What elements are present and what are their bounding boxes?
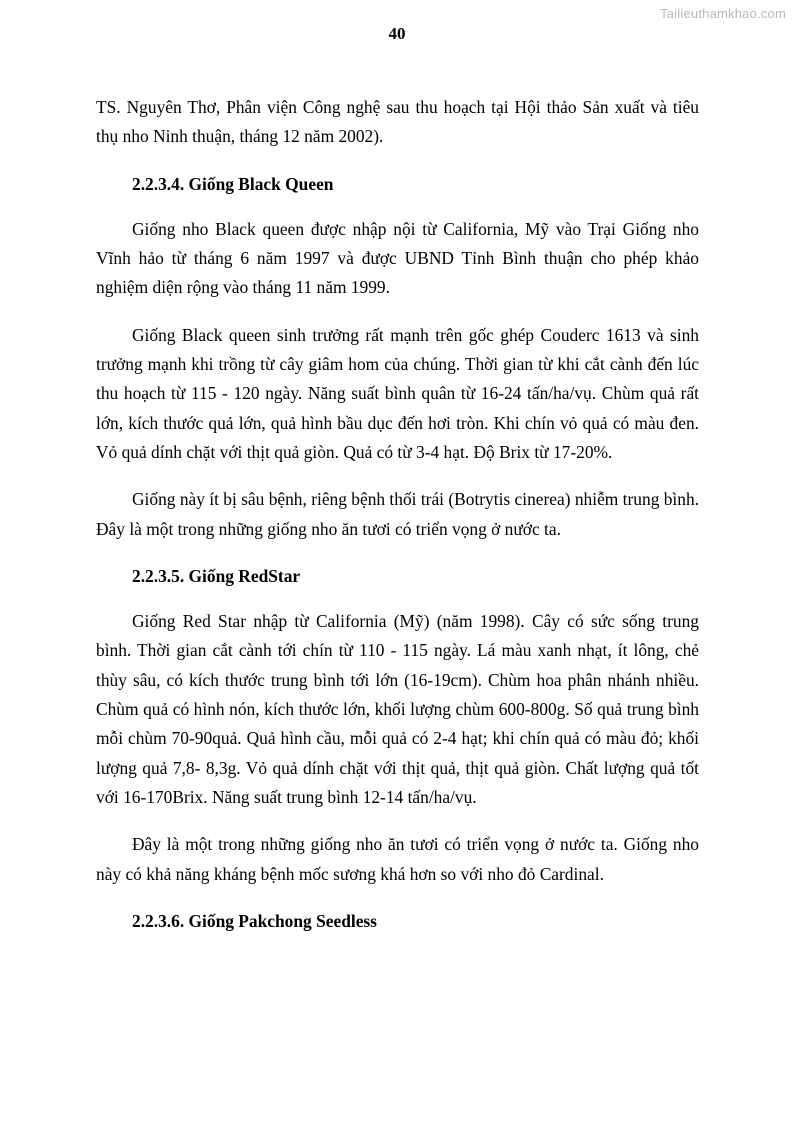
section-heading-pakchong: 2.2.3.6. Giống Pakchong Seedless [132,910,377,931]
paragraph-redstar-description: Giống Red Star nhập từ California (Mỹ) (năm 1998). Cây có sức sống trung bình. Thời gian cắt cành tới chín từ 110 - 115 ngày. Lá màu xanh nhạt, ít lông, chẻ thùy sâu, có kích thước trung bình tới lớn (16-19cm). Chùm hoa phân nhánh nhiều. Chùm quả có hình nón, kích thước lớn, khối lượng chùm 600-800g. Số quả trung bình mỗi chùm 70-90quả. Quả hình cầu, mỗi quả có 2-4 hạt; khi chín quả có màu đỏ; khối lượng quả 7,8- 8,3g. Vỏ quả dính chặt với thịt quả, thịt quả giòn. Chất lượng quả tốt với 16-170Brix. Năng suất trung bình 12-14 tấn/ha/vụ. [96,611,699,807]
document-body [96,93,699,952]
paragraph-black-queen-growth: Giống Black queen sinh trưởng rất mạnh trên gốc ghép Couderc 1613 và sinh trưởng mạnh khi trồng từ cây giâm hom của chúng. Thời gian từ khi cắt cành đến lúc thu hoạch từ 115 - 120 ngày. Năng suất bình quân từ 16-24 tấn/ha/vụ. Chùm quả rất lớn, kích thước quả lớn, quả hình bầu dục đến hơi tròn. Khi chín vỏ quả có màu đen. Vỏ quả dính chặt với thịt quả giòn. Quả có từ 3-4 hạt. Độ Brix từ 17-20%. [96,324,699,462]
section-heading-black-queen: 2.2.3.4. Giống Black Queen [132,173,334,194]
watermark-text: Tailieuthamkhao.com [660,6,786,21]
paragraph-black-queen-origin: Giống nho Black queen được nhập nội từ California, Mỹ vào Trại Giống nho Vĩnh hảo từ tháng 6 năm 1997 và được UBND Tỉnh Bình thuận cho phép khảo nghiệm diện rộng vào tháng 11 năm 1999. [96,218,699,298]
paragraph-black-queen-disease: Giống này ít bị sâu bệnh, riêng bệnh thối trái (Botrytis cinerea) nhiễm trung bình. Đây là một trong những giống nho ăn tươi có triển vọng ở nước ta. [96,489,700,539]
page-number: 40 [388,24,406,43]
paragraph-redstar-prospects: Đây là một trong những giống nho ăn tươi có triển vọng ở nước ta. Giống nho này có khả năng kháng bệnh mốc sương khá hơn so với nho đỏ Cardinal. [96,834,699,884]
section-heading-redstar: 2.2.3.5. Giống RedStar [132,565,301,586]
paragraph-continued: TS. Nguyên Thơ, Phân viện Công nghệ sau thu hoạch tại Hội thảo Sản xuất và tiêu thụ nho Ninh thuận, tháng 12 năm 2002). [96,97,699,147]
